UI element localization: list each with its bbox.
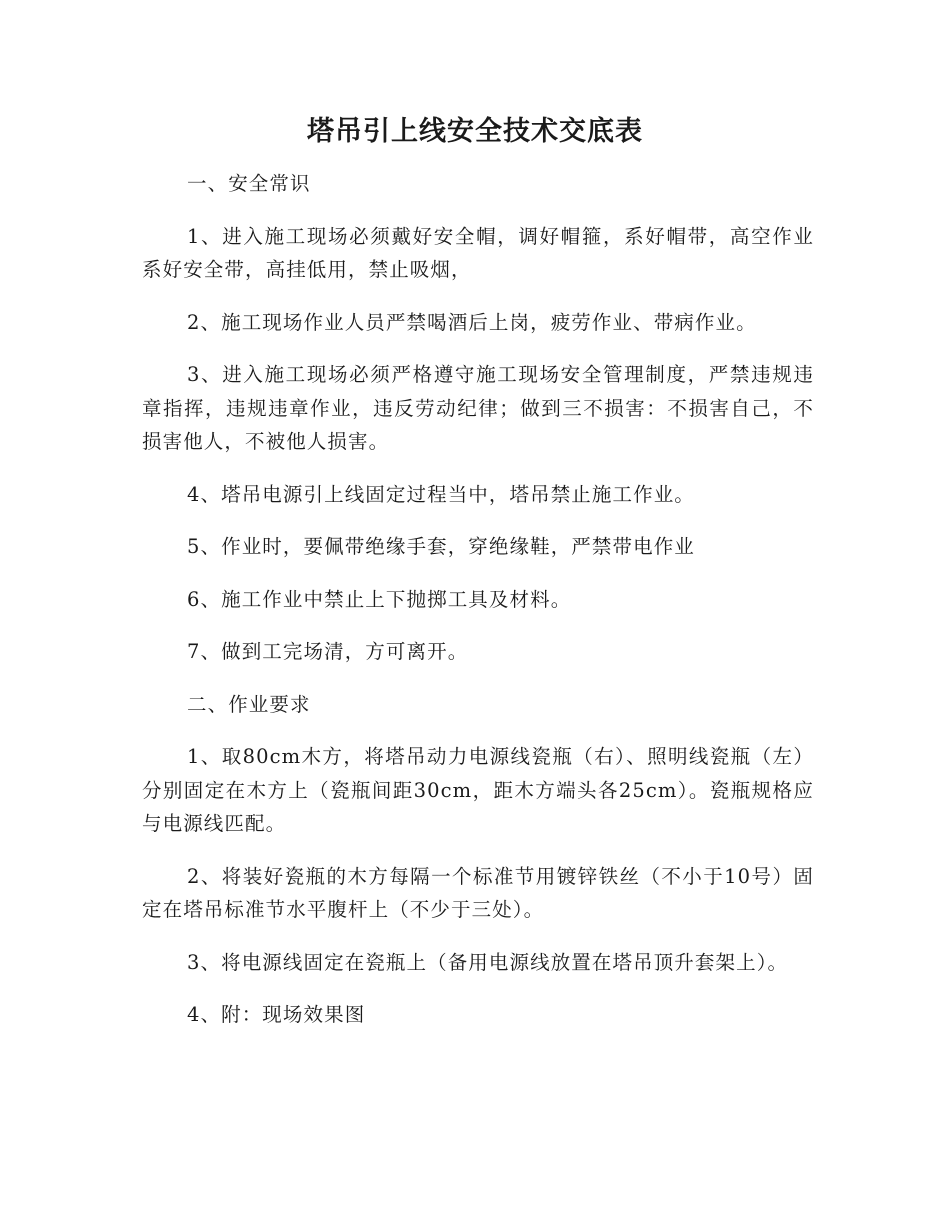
safety-item-1: 1、进入施工现场必须戴好安全帽，调好帽箍，系好帽带，高空作业系好安全带，高挂低用，禁止吸烟，: [142, 224, 814, 281]
safety-item-2: 2、施工现场作业人员严禁喝酒后上岗，疲劳作业、带病作业。: [187, 310, 757, 334]
document-body: [142, 167, 814, 1051]
requirement-item-2: 2、将装好瓷瓶的木方每隔一个标准节用镀锌铁丝（不小于10号）固定在塔吊标准节水平腹杆上（不少于三处）。: [142, 864, 814, 921]
section-heading-safety: 一、安全常识: [187, 172, 311, 195]
safety-item-3: 3、进入施工现场必须严格遵守施工现场安全管理制度，严禁违规违章指挥，违规违章作业，违反劳动纪律；做到三不损害：不损害自己，不损害他人，不被他人损害。: [142, 363, 814, 453]
safety-item-6: 6、施工作业中禁止上下抛掷工具及材料。: [187, 587, 572, 611]
requirement-item-1: 1、取80cm木方，将塔吊动力电源线瓷瓶（右）、照明线瓷瓶（左）分别固定在木方上（瓷瓶间距30cm，距木方端头各25cm）。瓷瓶规格应与电源线匹配。: [142, 745, 814, 835]
requirement-item-3: 3、将电源线固定在瓷瓶上（备用电源线放置在塔吊顶升套架上）。: [187, 950, 789, 974]
requirement-item-4: 4、附：现场效果图: [187, 1003, 366, 1026]
safety-item-5: 5、作业时，要佩带绝缘手套，穿绝缘鞋，严禁带电作业: [187, 535, 695, 558]
section-heading-requirements: 二、作业要求: [187, 692, 311, 716]
safety-item-7: 7、做到工完场清，方可离开。: [187, 640, 469, 663]
page-title: 塔吊引上线安全技术交底表: [307, 116, 643, 147]
safety-item-4: 4、塔吊电源引上线固定过程当中，塔吊禁止施工作业。: [187, 482, 695, 506]
